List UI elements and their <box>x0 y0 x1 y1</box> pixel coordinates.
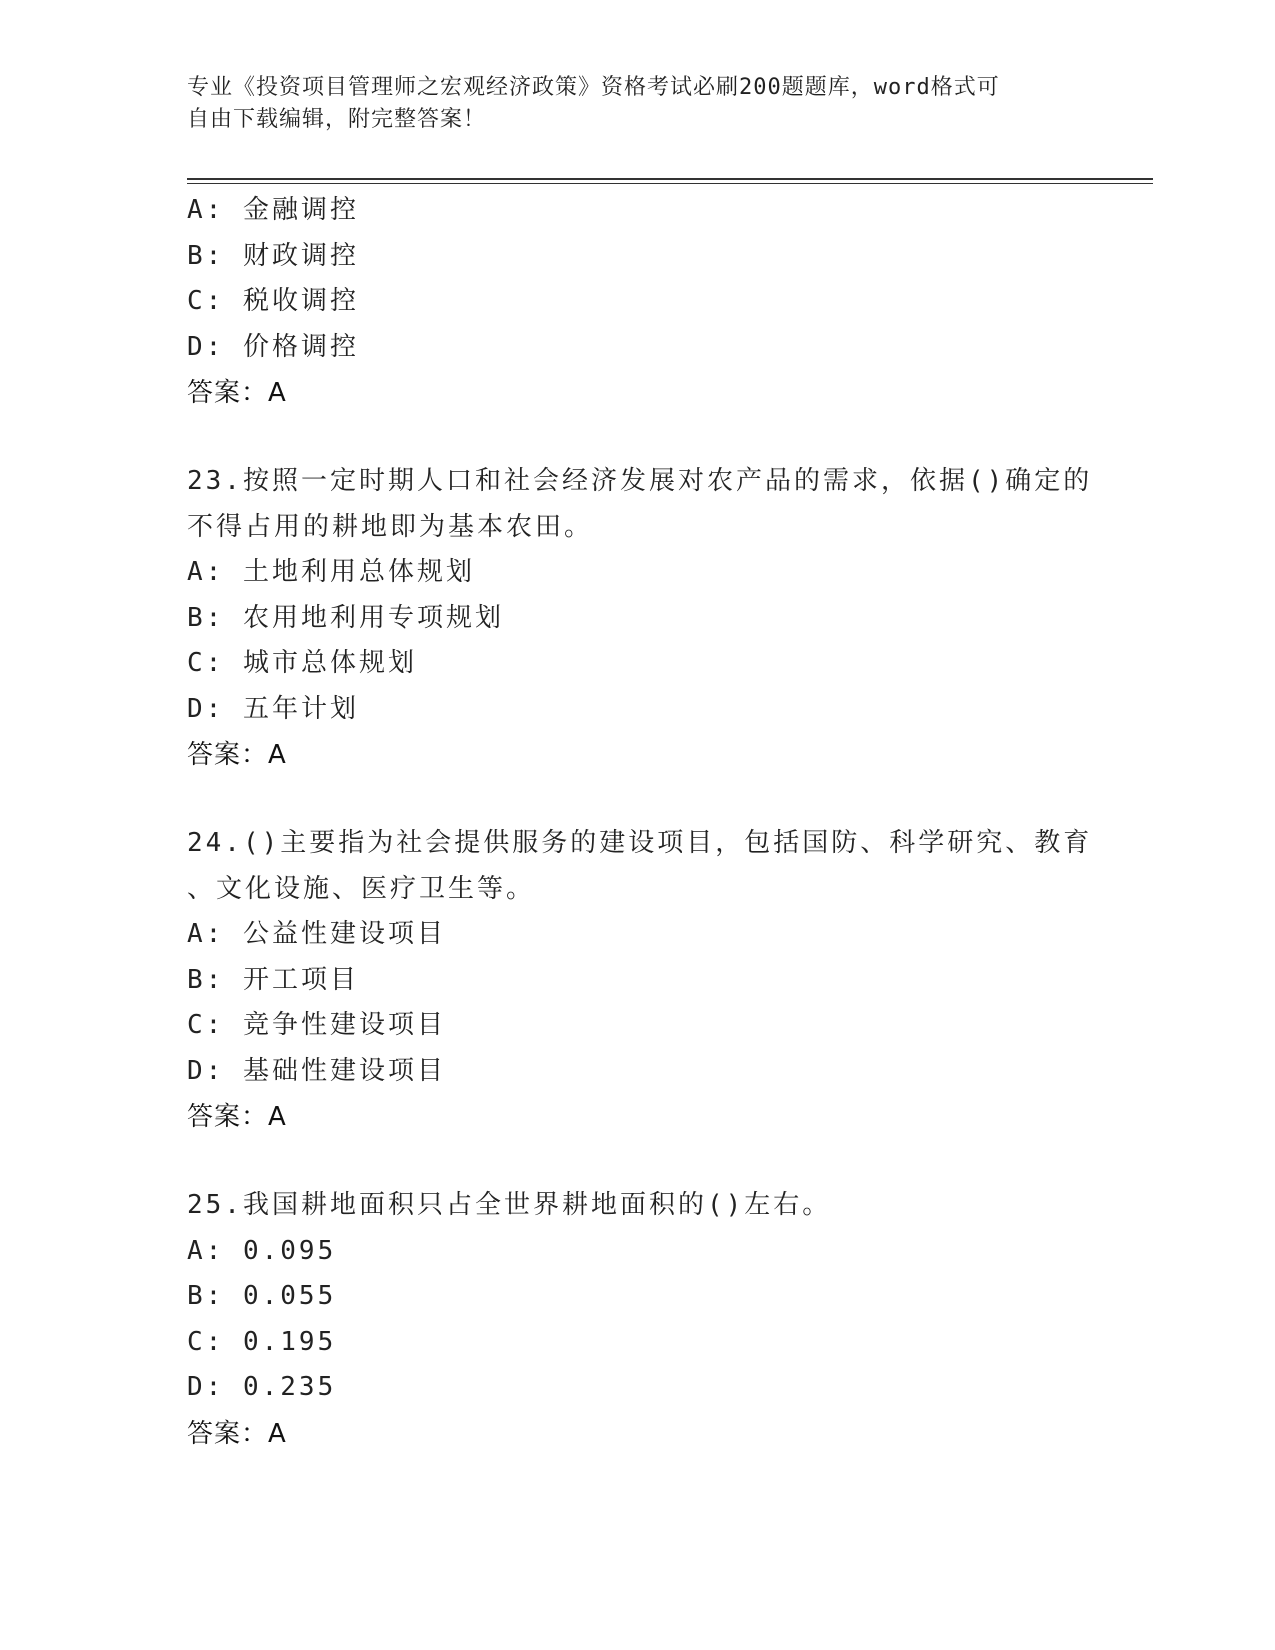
spacer <box>187 778 1087 821</box>
option-a: A: 0.095 <box>187 1235 337 1266</box>
option-c: C: 税收调控 <box>187 286 359 316</box>
option-b: B: 农用地利用专项规划 <box>187 602 504 633</box>
option-b: B: 开工项目 <box>187 964 359 995</box>
question-24-block <box>187 821 1093 1140</box>
option-a: A: 土地利用总体规划 <box>187 557 475 587</box>
question-stem-line-1: 23.按照一定时期人口和社会经济发展对农产品的需求，依据()确定的 <box>187 466 1093 496</box>
document-header <box>187 72 1067 136</box>
question-22-block <box>187 188 1087 416</box>
option-d: D: 五年计划 <box>187 693 359 724</box>
option-c: C: 城市总体规划 <box>187 648 417 678</box>
question-stem-line-1: 25.我国耕地面积只占全世界耕地面积的()左右。 <box>187 1190 832 1220</box>
option-c: C: 0.195 <box>187 1326 337 1357</box>
header-divider-thick <box>187 178 1153 180</box>
option-b: B: 财政调控 <box>187 240 359 271</box>
header-divider-thin <box>187 183 1153 184</box>
option-d: D: 价格调控 <box>187 331 359 362</box>
answer-line: 答案：A <box>187 740 287 770</box>
answer-line: 答案：A <box>187 378 287 408</box>
option-c: C: 竞争性建设项目 <box>187 1010 446 1040</box>
option-a: A: 金融调控 <box>187 195 359 225</box>
answer-line: 答案：A <box>187 1102 287 1132</box>
question-list <box>187 188 1093 1457</box>
question-stem-line-2: 、文化设施、医疗卫生等。 <box>187 873 536 904</box>
header-title-line-1: 专业《投资项目管理师之宏观经济政策》资格考试必刷200题题库，word格式可 <box>187 75 1000 100</box>
question-stem-line-2: 不得占用的耕地即为基本农田。 <box>187 511 594 542</box>
question-stem-line-1: 24.()主要指为社会提供服务的建设项目，包括国防、科学研究、教育 <box>187 828 1093 858</box>
spacer <box>187 1140 1087 1183</box>
answer-line: 答案：A <box>187 1418 287 1449</box>
question-25-block <box>187 1183 1087 1457</box>
option-d: D: 基础性建设项目 <box>187 1055 446 1086</box>
spacer <box>187 416 1087 459</box>
option-b: B: 0.055 <box>187 1281 337 1311</box>
header-title-line-2: 自由下载编辑，附完整答案！ <box>187 107 487 132</box>
question-23-block <box>187 459 1093 778</box>
option-a: A: 公益性建设项目 <box>187 919 446 949</box>
option-d: D: 0.235 <box>187 1372 337 1402</box>
